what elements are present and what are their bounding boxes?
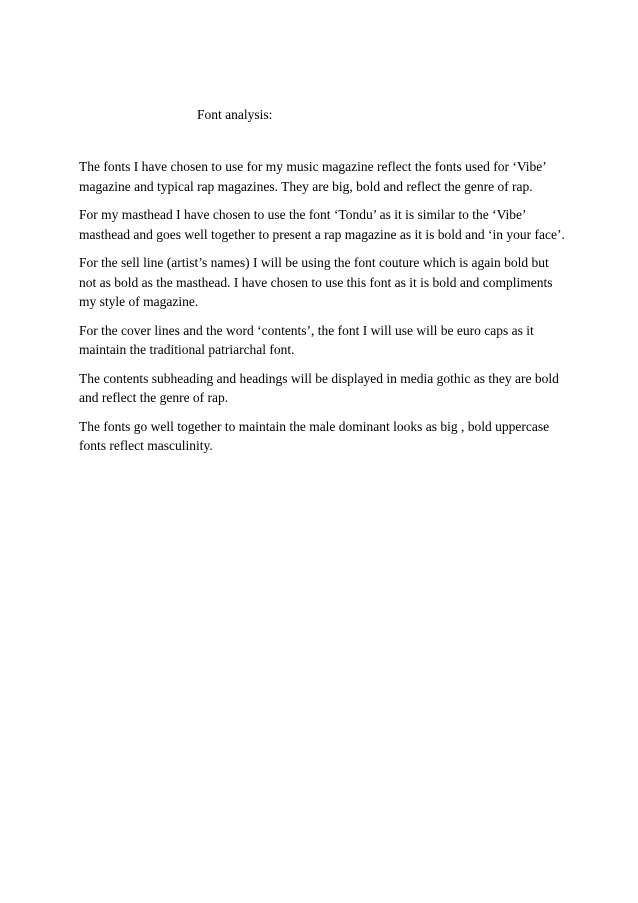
document-body — [79, 157, 565, 465]
paragraph-intro: The fonts I have chosen to use for my music magazine reflect the fonts used for ‘Vibe’ magazine and typical rap magazines. They are big, bold and reflect the genre of rap. — [79, 159, 546, 194]
document-heading: Font analysis: — [197, 107, 273, 122]
paragraph-sell-line: For the sell line (artist’s names) I will be using the font couture which is again bold but not as bold as the masthead. I have chosen to use this font as it is bold and compliments my style of magazine. — [79, 255, 553, 309]
paragraph-masthead: For my masthead I have chosen to use the font ‘Tondu’ as it is similar to the ‘Vibe’ masthead and goes well together to present a rap magazine as it is bold and ‘in your face’. — [79, 207, 565, 242]
paragraph-contents: The contents subheading and headings will be displayed in media gothic as they are bold and reflect the genre of rap. — [79, 370, 559, 405]
paragraph-cover-lines: For the cover lines and the word ‘contents’, the font I will use will be euro caps as it maintain the traditional patriarchal font. — [79, 322, 534, 357]
paragraph-conclusion: The fonts go well together to maintain the male dominant looks as big , bold uppercase fonts reflect masculinity. — [79, 418, 550, 453]
